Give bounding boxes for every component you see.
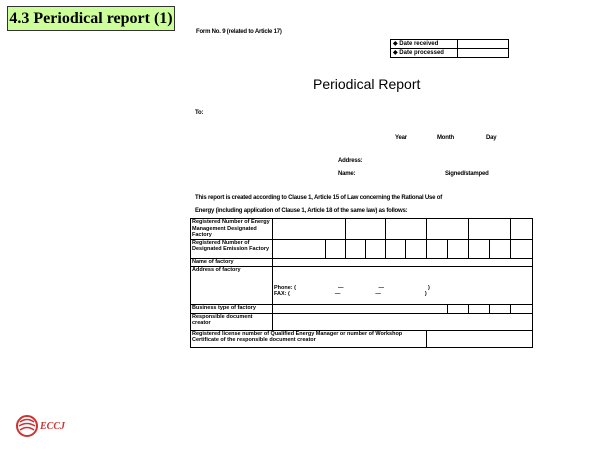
reg-energy-cell-1 xyxy=(273,219,346,240)
business-type-cell-4 xyxy=(511,304,533,313)
form-number: Form No. 9 (related to Article 17) xyxy=(196,29,282,35)
to-label: To: xyxy=(195,110,204,116)
license-number-field xyxy=(427,330,533,347)
reg-energy-cell-5 xyxy=(469,219,511,240)
reg-emission-cell-8 xyxy=(448,239,469,258)
business-type-cell-2 xyxy=(469,304,490,313)
year-label: Year xyxy=(395,135,407,141)
day-label: Day xyxy=(486,135,497,141)
fax-dash-2: — xyxy=(375,291,381,297)
fax-dash-1: — xyxy=(334,291,341,297)
intro-text-line-2: Energy (including application of Clause 1, Article 18 of the same law) as follows: xyxy=(195,208,408,214)
reg-emission-cell-10 xyxy=(490,239,511,258)
date-processed-field xyxy=(458,49,509,58)
reg-emission-cell-1 xyxy=(273,239,326,258)
phone-paren-close: ) xyxy=(428,284,430,291)
fax-label: FAX: ( xyxy=(274,291,290,297)
reg-emission-cell-6 xyxy=(406,239,427,258)
phone-dash-1: — xyxy=(338,284,344,291)
reg-emission-cell-7 xyxy=(427,239,448,258)
responsible-creator-field xyxy=(273,313,533,330)
fax-paren-close: ) xyxy=(424,291,427,297)
phone-label: Phone: ( xyxy=(274,284,296,291)
month-label: Month xyxy=(437,135,454,141)
license-number-label: Registered license number of Qualified Energy Manager or number of Workshop Certificate of the responsible document creator xyxy=(191,330,427,347)
reg-energy-cell-6 xyxy=(511,219,533,240)
business-type-label: Business type of factory xyxy=(191,304,273,313)
factory-name-field xyxy=(273,258,533,266)
signed-stamped-label: Signed/stamped xyxy=(445,171,489,177)
name-label: Name: xyxy=(338,171,356,177)
intro-text-line-1: This report is created according to Clause 1, Article 15 of Law concerning the Rational Use of xyxy=(195,195,443,201)
date-box xyxy=(390,39,509,58)
reg-emission-cell-9 xyxy=(469,239,490,258)
phone-dash-2: — xyxy=(378,284,384,291)
reg-energy-cell-2 xyxy=(346,219,386,240)
business-type-cell-3 xyxy=(490,304,511,313)
reg-emission-cell-11 xyxy=(511,239,533,258)
slide-title: 4.3 Periodical report (1) xyxy=(7,6,175,31)
factory-address-label: Address of factory xyxy=(191,266,273,304)
date-received-field xyxy=(458,40,509,49)
business-type-field xyxy=(273,304,448,313)
reg-energy-cell-4 xyxy=(427,219,469,240)
reg-emission-factory-label: Registered Number of Designated Emission Factory xyxy=(191,239,273,258)
reg-emission-cell-4 xyxy=(366,239,386,258)
responsible-creator-label: Responsible document creator xyxy=(191,313,273,330)
document-title: Periodical Report xyxy=(313,76,421,92)
date-received-label: ◆ Date received xyxy=(391,40,458,49)
date-processed-label: ◆ Date processed xyxy=(391,49,458,58)
fax-line xyxy=(274,291,531,298)
eccj-logo-text: ECCJ xyxy=(40,421,66,432)
reg-energy-cell-3 xyxy=(386,219,427,240)
reg-emission-cell-3 xyxy=(346,239,366,258)
business-type-cell-1 xyxy=(448,304,469,313)
reg-emission-cell-5 xyxy=(386,239,406,258)
factory-name-label: Name of factory xyxy=(191,258,273,266)
factory-address-field xyxy=(273,266,533,304)
address-label: Address: xyxy=(338,158,363,164)
reg-emission-cell-2 xyxy=(326,239,346,258)
factory-info-table xyxy=(190,218,533,348)
reg-energy-factory-label: Registered Number of Energy Management Designated Factory xyxy=(191,219,273,240)
